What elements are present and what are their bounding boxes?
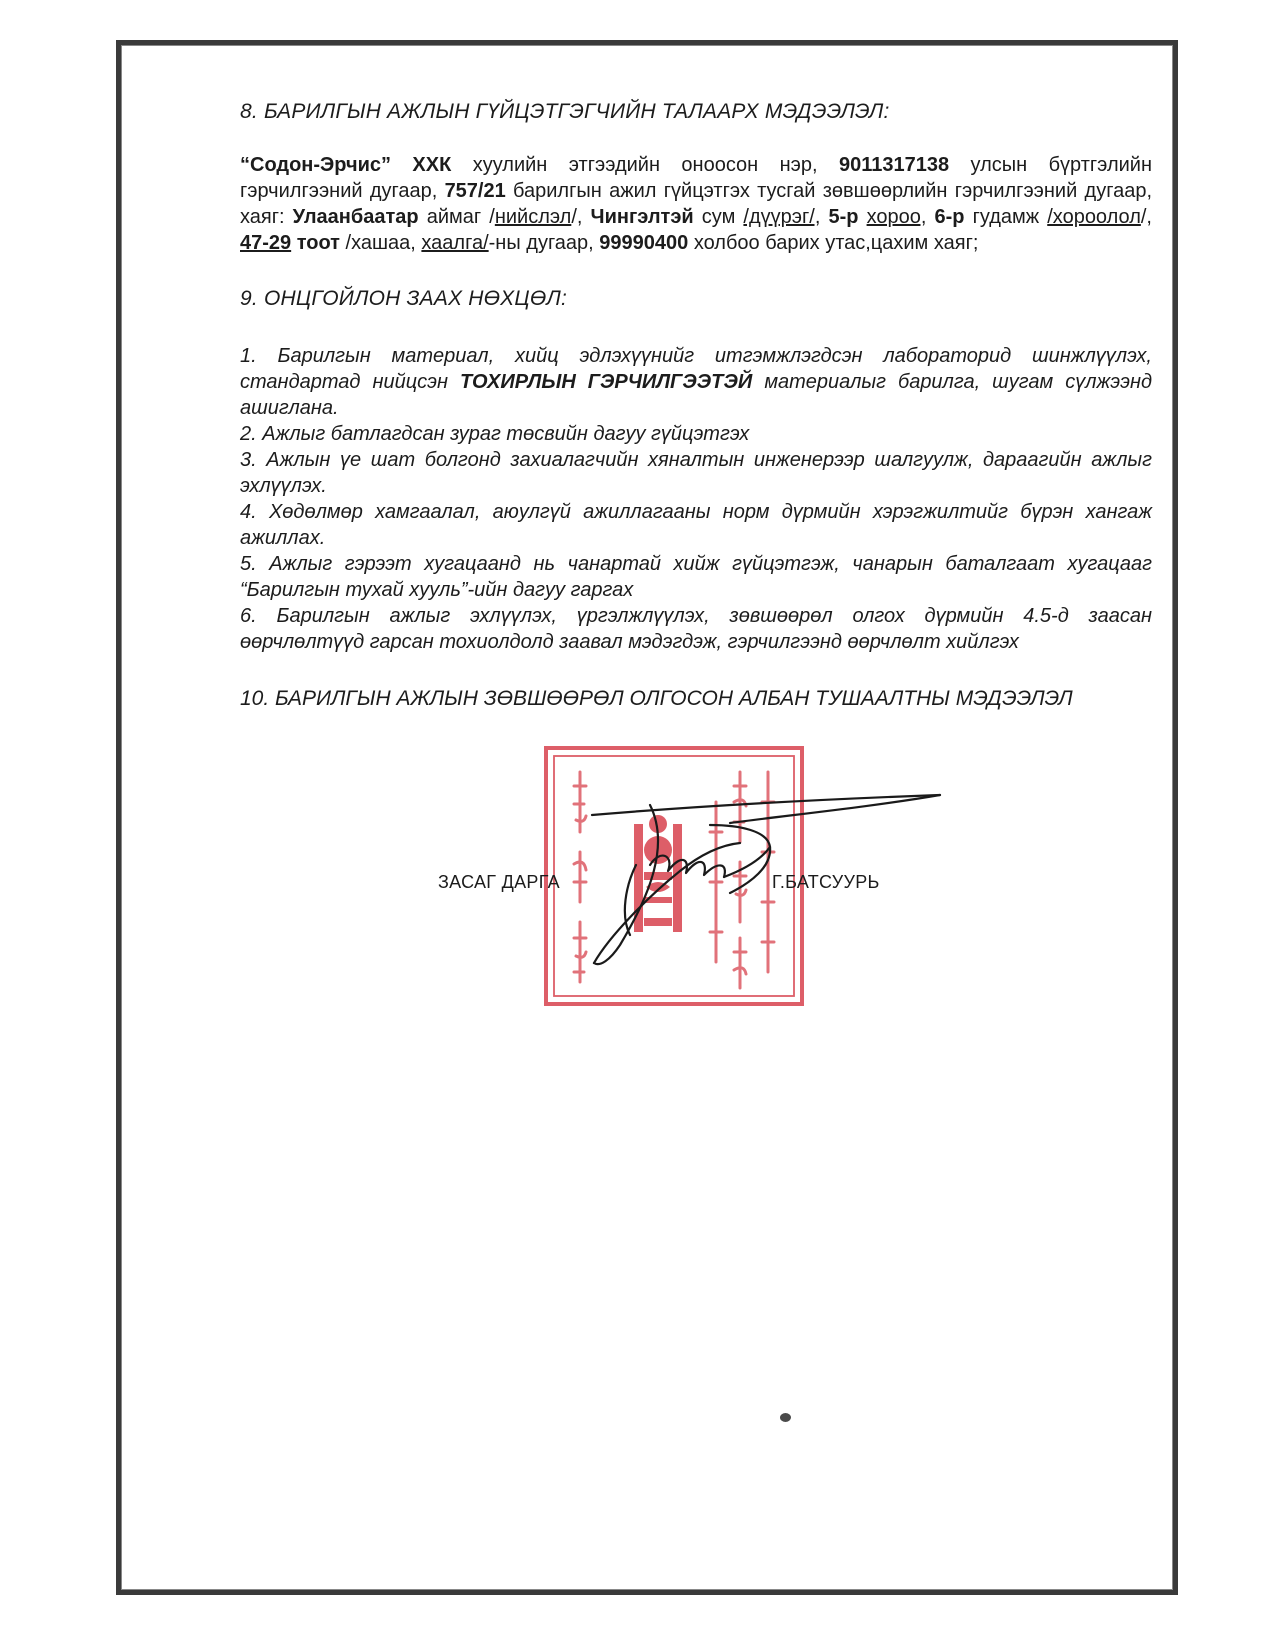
- street-number: 6-р: [934, 206, 965, 228]
- conditions-list: [240, 343, 1152, 655]
- registration-number: 9011317138: [838, 154, 950, 176]
- signatory-name: Г.БАТСУУРЬ: [772, 872, 880, 892]
- condition-2: 2. Ажлыг батлагдсан зураг төсвийн дагуу гүйцэтгэх: [240, 423, 750, 445]
- signatory-title: ЗАСАГ ДАРГА: [438, 872, 560, 892]
- phone-number: 99990400: [599, 232, 689, 254]
- handwritten-signature: [590, 785, 950, 970]
- section-10-heading: 10. БАРИЛГЫН АЖЛЫН ЗӨВШӨӨРӨЛ ОЛГОСОН АЛБАН ТУШААЛТНЫ МЭДЭЭЛЭЛ: [240, 687, 1073, 710]
- building-number: 47-29: [240, 232, 292, 254]
- section-9-heading: 9. ОНЦГОЙЛОН ЗААХ НӨХЦӨЛ:: [240, 287, 568, 310]
- contractor-info-paragraph: “Содон-Эрчис” ХХК хуулийн этгээдийн оноосон нэр, 9011317138 улсын бүртгэлийн гэрчилгээний дугаар, 757/21 барилгын ажил гүйцэтгэх тусгай зөвшөөрлийн гэрчилгээний дугаар, хаяг: Улаанбаатар аймаг /нийслэл/, Чингэлтэй сум /дүүрэг/, 5-р хороо, 6-р гудамж /хороолол/, 47-29 тоот /хашаа, хаалга/-ны дугаар, 99990400 холбоо барих утас,цахим хаяг;: [240, 154, 1153, 254]
- scan-speck: [780, 1413, 791, 1422]
- document-body: [240, 100, 1152, 733]
- company-name: “Содон-Эрчис” ХХК: [240, 154, 452, 176]
- condition-6: 6. Барилгын ажлыг эхлүүлэх, үргэлжлүүлэх, зөвшөөрөл олгох дүрмийн 4.5-д заасан өөрчлөлтүүд гарсан тохиолдолд заавал мэдэгдэж, гэрчилгээнд өөрчлөлт хийлгэх: [240, 605, 1152, 653]
- certificate-emphasis: ТОХИРЛЫН ГЭРЧИЛГЭЭТЭЙ: [460, 371, 753, 393]
- district-name: Чингэлтэй: [590, 206, 694, 228]
- khoroo-number: 5-р: [828, 206, 859, 228]
- section-8-heading: 8. БАРИЛГЫН АЖЛЫН ГҮЙЦЭТГЭГЧИЙН ТАЛААРХ МЭДЭЭЛЭЛ:: [240, 100, 890, 123]
- condition-1: 1. Барилгын материал, хийц эдлэхүүнийг итгэмжлэгдсэн лабораторид шинжлүүлэх, стандартад нийцсэн ТОХИРЛЫН ГЭРЧИЛГЭЭТЭЙ материалыг барилга, шугам сүлжээнд ашиглана.: [240, 345, 1153, 419]
- condition-5: 5. Ажлыг гэрээт хугацаанд нь чанартай хийж гүйцэтгэж, чанарын баталгаат хугацааг “Барилгын тухай хууль”-ийн дагуу гаргах: [240, 553, 1152, 601]
- condition-4: 4. Хөдөлмөр хамгаалал, аюулгүй ажиллагааны норм дүрмийн хэрэгжилтийг бүрэн хангаж ажиллах.: [240, 501, 1152, 549]
- city-name: Улаанбаатар: [292, 206, 419, 228]
- condition-3: 3. Ажлын үе шат болгонд захиалагчийн хяналтын инженерээр шалгуулж, дараагийн ажлыг эхлүүлэх.: [240, 449, 1152, 497]
- toot-label: тоот: [296, 232, 340, 254]
- license-number: 757/21: [444, 180, 506, 202]
